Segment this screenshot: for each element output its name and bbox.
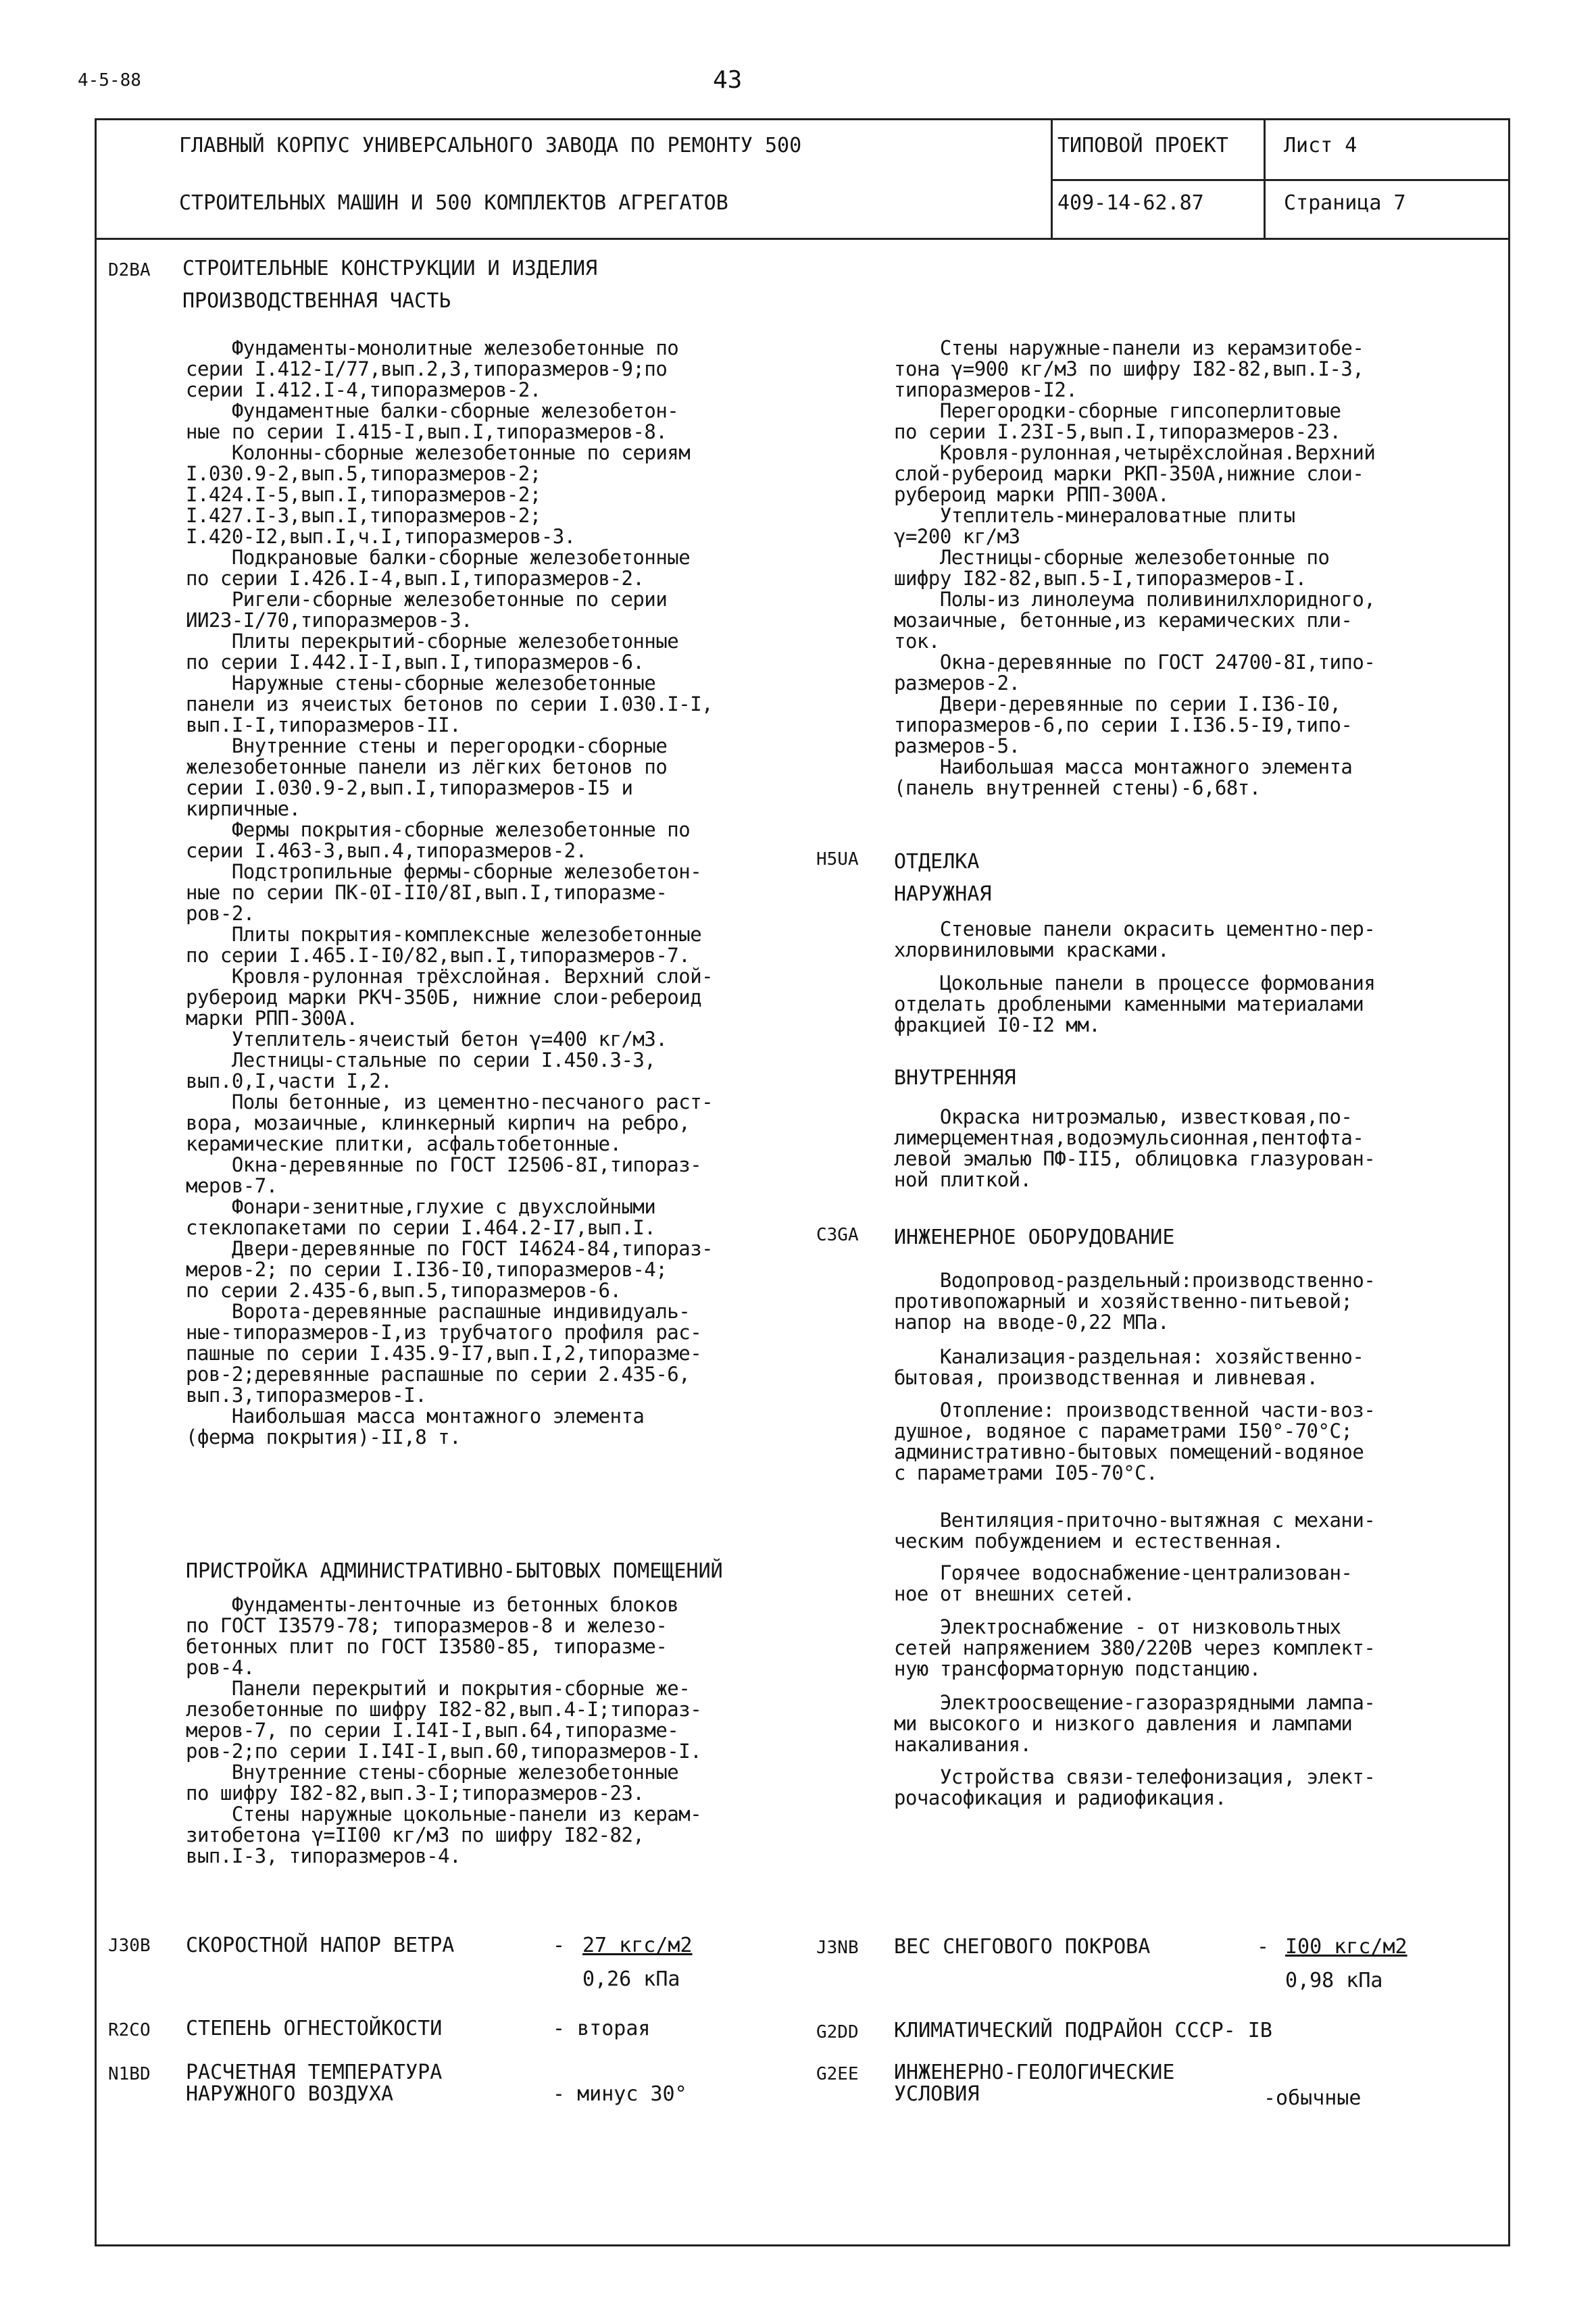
title-line-1: ГЛАВНЫЙ КОРПУС УНИВЕРСАЛЬНОГО ЗАВОДА ПО РЕМОНТУ 500 bbox=[179, 134, 802, 157]
param-code-j3nb: J3NB bbox=[816, 1938, 859, 1958]
project-number: 409-14-62.87 bbox=[1057, 191, 1204, 215]
param-code-j30b: J30B bbox=[108, 1936, 151, 1956]
wind-pressure-dash: - bbox=[553, 1934, 566, 1957]
param-code-g2dd: G2DD bbox=[816, 2022, 859, 2042]
design-temperature-label-2: НАРУЖНОГО ВОЗДУХА bbox=[186, 2082, 394, 2106]
param-code-r2co: R2CO bbox=[108, 2020, 151, 2040]
engineering-paragraph-4: Вентиляция-приточно-вытяжная с механи- ческим побуждением и естественная. bbox=[894, 1509, 1376, 1553]
geology-label-2: УСЛОВИЯ bbox=[894, 2082, 980, 2106]
engineering-paragraph-7: Электроосвещение-газоразрядными лампа- ми высокого и низкого давления и лампами накаливания. bbox=[894, 1691, 1376, 1756]
title-line-2: СТРОИТЕЛЬНЫХ МАШИН И 500 КОМПЛЕКТОВ АГРЕГАТОВ bbox=[179, 191, 728, 215]
fire-resistance-value: - вторая bbox=[553, 2017, 651, 2040]
wind-pressure-value-2: 0,26 кПа bbox=[582, 1967, 680, 1991]
section-code-h5ua: H5UA bbox=[816, 849, 859, 870]
geology-label-1: ИНЖЕНЕРНО-ГЕОЛОГИЧЕСКИЕ bbox=[894, 2061, 1175, 2084]
wind-pressure-label: СКОРОСТНОЙ НАПОР ВЕТРА bbox=[186, 1934, 455, 1957]
page-number: 43 bbox=[713, 66, 743, 94]
section-heading-2: ПРОИЗВОДСТВЕННАЯ ЧАСТЬ bbox=[182, 289, 451, 313]
engineering-paragraph-3: Отопление: производственной части-воз- душное, водяное с параметрами I50°-70°С; административно-бытовых помещений-водяное с параметрами I05-70°С. bbox=[894, 1399, 1376, 1484]
fire-resistance-label: СТЕПЕНЬ ОГНЕСТОЙКОСТИ bbox=[186, 2017, 443, 2040]
design-temperature-label-1: РАСЧЕТНАЯ ТЕМПЕРАТУРА bbox=[186, 2061, 443, 2084]
admin-section-heading: ПРИСТРОЙКА АДМИНИСТРАТИВНО-БЫТОВЫХ ПОМЕЩЕНИЙ bbox=[186, 1559, 723, 1583]
interior-paragraph-1: Окраска нитроэмалью, известковая,по- лимерцементная,водоэмульсионная,пентофта- левой эмалью ПФ-II5, облицовка глазурован- ной плиткой. bbox=[894, 1105, 1376, 1191]
section-heading-1: СТРОИТЕЛЬНЫЕ КОНСТРУКЦИИ И ИЗДЕЛИЯ bbox=[182, 257, 598, 280]
engineering-paragraph-8: Устройства связи-телефонизация, элект- рочасофикация и радиофикация. bbox=[894, 1765, 1376, 1809]
admin-section-text: Фундаменты-ленточные из бетонных блоков по ГОСТ I3579-78; типоразмеров-8 и железо- бетонных плит по ГОСТ I3580-85, типоразме- ров-4. Панели перекрытий и покрытия-сборные же- лезобетонные по шифру I82-82,вып.4-I;типораз- меров-7, по серии I.I4I-I,вып.64,типоразме- ров-2;по серии I.I4I-I,вып.60,типоразмеров-I. Внутренние стены-сборные железобетонные по шифру I82-82,вып.3-I;типоразмеров-23. Стены наружные цокольные-панели из керам- зитобетона γ=II00 кг/м3 по шифру I82-82, вып.I-3, типоразмеров-4. bbox=[186, 1593, 702, 1867]
section-code-c3ga: C3GA bbox=[816, 1225, 859, 1245]
snow-load-label: ВЕС СНЕГОВОГО ПОКРОВА bbox=[894, 1935, 1151, 1959]
snow-load-dash: - bbox=[1257, 1935, 1270, 1959]
exterior-paragraph-2: Цокольные панели в процессе формования отделать дроблеными каменными материалами фракцией I0-I2 мм. bbox=[894, 972, 1376, 1036]
document-date: 4-5-88 bbox=[78, 70, 141, 91]
finish-heading: ОТДЕЛКА bbox=[894, 850, 980, 874]
section-code-d2ba: D2BA bbox=[108, 260, 151, 280]
param-code-n1bd: N1BD bbox=[108, 2064, 151, 2084]
interior-heading: ВНУТРЕННЯЯ bbox=[894, 1066, 1016, 1090]
left-column-text: Фундаменты-монолитные железобетонные по серии I.412-I/77,вып.2,3,типоразмеров-9;по серии I.412.I-4,типоразмеров-2. Фундаментные балки-сборные железобетон- ные по серии I.415-I,вып.I,типоразмеров-8. Колонны-сборные железобетонные по сериям I.030.9-2,вып.5,типоразмеров-2; I.424.I-5,вып.I,типоразмеров-2; I.427.I-3,вып.I,типоразмеров-2; I.420-I2,вып.I,ч.I,типоразмеров-3. Подкрановые балки-сборные железобетонные по серии I.426.I-4,вып.I,типоразмеров-2. Ригели-сборные железобетонные по серии ИИ23-I/70,типоразмеров-3. Плиты перекрытий-сборные железобетонные по серии I.442.I-I,вып.I,типоразмеров-6. Наружные стены-сборные железобетонные панели из ячеистых бетонов по серии I.030.I-I, вып.I-I,типоразмеров-II. Внутренние стены и перегородки-сборные железобетонные панели из лёгких бетонов по серии I.030.9-2,вып.I,типоразмеров-I5 и кирпичные. Фермы покрытия-сборные железобетонные по серии I.463-3,вып.4,типоразмеров-2. Подстропильные фермы-сборные железобетон- ные по серии ПК-0I-II0/8I,вып.I,типоразме- ров-2. Плиты покрытия-комплексные железобетонные по серии I.465.I-I0/82,вып.I,типоразмеров-7. Кровля-рулонная трёхслойная. Верхний слой- рубероид марки РКЧ-350Б, нижние слои-реберoид марки РПП-300А. Утеплитель-ячеистый бетон γ=400 кг/м3. Лестницы-стальные по серии I.450.3-3, вып.0,I,части I,2. Полы бетонные, из цементно-песчаного раст- вора, мозаичные, клинкерный кирпич на ребро, керамические плитки, асфальтобетонные. Окна-деревянные по ГОСТ I2506-8I,типораз- меров-7. Фонари-зенитные,глухие с двухслойными стеклопакетами по серии I.464.2-I7,вып.I. Двери-деревянные по ГОСТ I4624-84,типораз- меров-2; по серии I.I36-I0,типоразмеров-4; по серии 2.435-6,вып.5,типоразмеров-6. Ворота-деревянные распашные индивидуаль- ные-типоразмеров-I,из трубчатого профиля рас- пашные по серии I.435.9-I7,вып.I,2,типоразме- ров-2;деревянные распашные по серии 2.435-6, вып.3,типоразмеров-I. Наибольшая масса монтажного элемента (ферма покрытия)-II,8 т. bbox=[186, 336, 714, 1449]
snow-load-value-1: I00 кгс/м2 bbox=[1285, 1935, 1407, 1959]
title-divider-3 bbox=[1051, 179, 1510, 181]
exterior-paragraph-1: Стеновые панели окрасить цементно-пер- хлорвиниловыми красками. bbox=[894, 917, 1376, 961]
geology-value: -обычные bbox=[1264, 2086, 1362, 2110]
engineering-paragraph-1: Водопровод-раздельный:производственно- противопожарный и хозяйственно-питьевой; напор на вводе-0,22 МПа. bbox=[894, 1269, 1376, 1334]
climate-subregion-label: КЛИМАТИЧЕСКИЙ ПОДРАЙОН СССР- IВ bbox=[894, 2019, 1272, 2042]
snow-load-value-2: 0,98 кПа bbox=[1285, 1969, 1383, 1992]
project-label: ТИПОВОЙ ПРОЕКТ bbox=[1057, 134, 1228, 157]
exterior-heading: НАРУЖНАЯ bbox=[894, 882, 992, 906]
engineering-paragraph-5: Горячее водоснабжение-централизован- ное от внешних сетей. bbox=[894, 1561, 1353, 1605]
page-label: Страница 7 bbox=[1284, 191, 1406, 215]
design-temperature-value: - минус 30° bbox=[553, 2082, 687, 2106]
title-bottom-line bbox=[95, 238, 1510, 240]
engineering-paragraph-2: Канализация-раздельная: хозяйственно- бытовая, производственная и ливневая. bbox=[894, 1345, 1364, 1389]
engineering-paragraph-6: Электроснабжение - от низковольтных сетей напряжением 380/220В через комплект- ную трансформаторную подстанцию. bbox=[894, 1615, 1376, 1680]
param-code-g2ee: G2EE bbox=[816, 2064, 859, 2084]
engineering-heading: ИНЖЕНЕРНОЕ ОБОРУДОВАНИЕ bbox=[894, 1226, 1175, 1249]
right-column-intro: Стены наружные-панели из керамзитобе- тона γ=900 кг/м3 по шифру I82-82,вып.I-3, типоразмеров-I2. Перегородки-сборные гипсоперлитовые по серии I.23I-5,вып.I,типоразмеров-23. Кровля-рулонная,четырёхслойная.Верхний слой-рубероид марки РКП-350А,нижние слои- рубероид марки РПП-300А. Утеплитель-минераловатные плиты γ=200 кг/м3 Лестницы-сборные железобетонные по шифру I82-82,вып.5-I,типоразмеров-I. Полы-из линолеума поливинилхлоридного, мозаичные, бетонные,из керамических пли- ток. Окна-деревянные по ГОСТ 24700-8I,типо- размеров-2. Двери-деревянные по серии I.I36-I0, типоразмеров-6,по серии I.I36.5-I9,типо- размеров-5. Наибольшая масса монтажного элемента (панель внутренней стены)-6,68т. bbox=[894, 336, 1376, 799]
wind-pressure-value-1: 27 кгс/м2 bbox=[582, 1934, 693, 1957]
sheet-label: Лист 4 bbox=[1284, 134, 1357, 157]
